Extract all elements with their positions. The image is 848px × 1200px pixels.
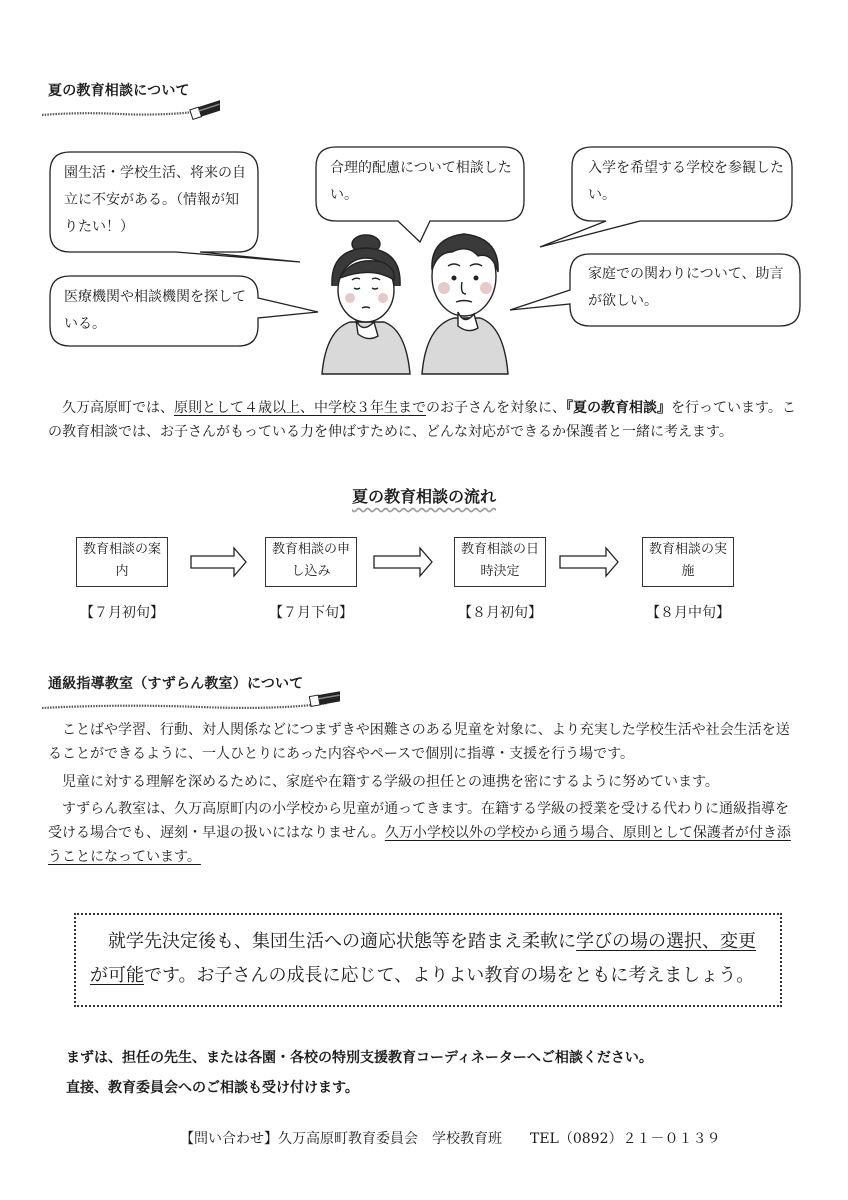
worried-parents-illustration	[312, 222, 512, 382]
contact-info: 【問い合わせ】久万高原町教育委員会 学校教育班 TEL（0892）２１－０１３９	[180, 1131, 721, 1147]
bubble-text-school-visit: 入学を希望する学校を参観したい。	[588, 160, 784, 203]
flow-arrows	[0, 540, 848, 586]
flow-title-text: 夏の教育相談の流れ	[351, 487, 496, 506]
section2-p3-text: すずらん教室は、久万高原町内の小学校から児童が通ってきます。在籍する学級の授業を受ける代わりに通級指導を受ける場合でも、遅刻・早退の扱いにはなりません。	[48, 801, 790, 841]
bubble-text-anxiety: 園生活・学校生活、将来の自立に不安がある。（情報が知りたい！）	[64, 165, 246, 235]
notice-text-post: です。お子さんの成長に応じて、よりよい教育の場をともに考えましょう。	[144, 965, 755, 986]
section2-paragraph-2: 児童に対する理解を深めるために、家庭や在籍する学級の担任との連携を密にするように努めています。	[48, 774, 719, 790]
flow-step-2: 教育相談の申し込み	[265, 537, 357, 587]
section1-heading: 夏の教育相談について	[48, 83, 190, 99]
notice-text-underlined: 学びの場の選択、変更が可能	[90, 931, 756, 986]
intro-text-pre: 久万高原町では、	[48, 400, 174, 416]
intro-text-post: を行っています。この教育相談では、お子さんがもっている力を伸ばすために、どんな対応ができるか保護者と一緒に考えます。	[48, 400, 796, 440]
section2-heading: 通級指導教室（すずらん教室）について	[48, 676, 304, 692]
flow-step-4: 教育相談の実施	[642, 537, 734, 587]
heading-marker-decoration-2	[40, 690, 340, 714]
flow-arrow-3-icon	[560, 548, 618, 576]
flow-step-1: 教育相談の案内	[76, 537, 168, 587]
flow-period-4: 【８月中旬】	[646, 605, 730, 621]
flow-arrow-1-icon	[191, 548, 246, 576]
intro-text-event-name: 『夏の教育相談』	[566, 400, 671, 416]
closing-line-2: 直接、教育委員会へのご相談も受け付けます。	[66, 1080, 359, 1096]
notice-text-pre: 就学先決定後も、集団生活への適応状態等を踏まえ柔軟に	[90, 931, 576, 952]
flow-step-3: 教育相談の日時決定	[454, 537, 546, 587]
section2-p3-escort-note: 久万小学校以外の学校から通う場合、原則として保護者が付き添うことになっています。	[48, 825, 791, 865]
flow-title	[0, 484, 848, 507]
section2-paragraph-1: ことばや学習、行動、対人関係などにつまずきや困難さのある児童を対象に、より充実した学校生活や社会生活を送ることができるように、一人ひとりにあった内容やペースで個別に指導・支援を行う場です。	[48, 722, 790, 762]
intro-paragraph	[48, 396, 800, 444]
intro-text-target-age: 原則として４歳以上、中学校３年生まで	[174, 400, 426, 416]
closing-line-1: まずは、担任の先生、または各園・各校の特別支援教育コーディネーターへご相談ください。	[66, 1050, 653, 1066]
flow-period-1: 【７月初旬】	[80, 605, 164, 621]
bubble-text-home-advice: 家庭での関わりについて、助言が欲しい。	[588, 266, 784, 309]
bubble-text-medical: 医療機関や相談機関を探している。	[64, 289, 246, 332]
flow-arrow-2-icon	[374, 548, 432, 576]
flow-period-3: 【８月初旬】	[458, 605, 542, 621]
notice-text	[90, 925, 770, 993]
flow-period-2: 【７月下旬】	[269, 605, 353, 621]
bubble-text-accommodation: 合理的配慮について相談したい。	[330, 160, 512, 203]
intro-text-mid: のお子さんを対象に、	[426, 400, 566, 416]
section2-paragraph-3	[48, 797, 800, 869]
